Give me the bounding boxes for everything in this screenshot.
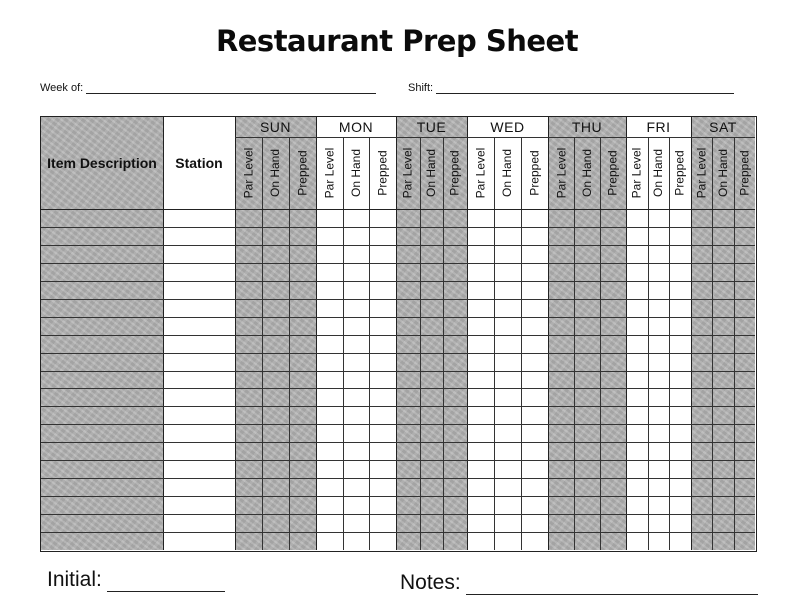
initial-label: Initial:	[47, 568, 102, 591]
table-row[interactable]	[41, 460, 755, 478]
subheader-sun-prepped	[289, 137, 316, 209]
row-divider	[41, 317, 755, 318]
prep-table	[40, 116, 757, 552]
subheader-label: Prepped	[375, 150, 390, 196]
table-row[interactable]	[41, 388, 755, 406]
shift-blank-line[interactable]	[436, 82, 734, 94]
week-of-field	[40, 82, 376, 94]
shift-label: Shift:	[408, 82, 434, 94]
week-of-label: Week of:	[40, 82, 84, 94]
subheader-sun-par-level	[235, 137, 262, 209]
subheader-label: Par Level	[473, 147, 488, 199]
subheader-fri-on-hand	[648, 137, 670, 209]
subheader-tue-par-level	[396, 137, 420, 209]
subheader-thu-prepped	[600, 137, 626, 209]
table-row[interactable]	[41, 245, 755, 263]
day-header-thu: THU	[571, 119, 603, 135]
table-row[interactable]	[41, 406, 755, 424]
subheader-label: Par Level	[629, 147, 644, 199]
subheader-sat-on-hand	[712, 137, 733, 209]
row-divider	[41, 281, 755, 282]
subheader-label: Par Level	[554, 147, 569, 199]
row-divider	[41, 353, 755, 354]
subheader-sat-prepped	[734, 137, 755, 209]
table-row[interactable]	[41, 299, 755, 317]
row-divider	[41, 245, 755, 246]
subheader-label: Prepped	[606, 150, 620, 196]
row-divider	[41, 424, 755, 425]
subheader-label: On Hand	[268, 148, 283, 198]
station-header: Station	[175, 155, 223, 171]
notes-blank-line[interactable]	[466, 576, 758, 595]
subheader-label: On Hand	[651, 148, 666, 198]
table-row[interactable]	[41, 532, 755, 550]
day-header-sat: SAT	[709, 119, 737, 135]
subheader-thu-par-level	[548, 137, 574, 209]
day-header-mon: MON	[338, 119, 374, 135]
subheader-label: Par Level	[322, 147, 337, 199]
subheader-tue-on-hand	[420, 137, 444, 209]
row-divider	[41, 478, 755, 479]
initial-field	[47, 568, 225, 592]
initial-blank-line[interactable]	[107, 573, 225, 592]
subheader-label: Par Level	[694, 147, 709, 199]
subheader-label: On Hand	[348, 148, 363, 198]
subheader-wed-on-hand	[494, 137, 521, 209]
table-row[interactable]	[41, 209, 755, 227]
subheader-mon-prepped	[369, 137, 396, 209]
row-divider	[41, 496, 755, 497]
table-row[interactable]	[41, 317, 755, 335]
item-description-header: Item Description	[47, 155, 157, 171]
row-divider	[41, 299, 755, 300]
subheader-label: Par Level	[400, 147, 415, 199]
subheader-sat-par-level	[691, 137, 712, 209]
day-header-tue: TUE	[416, 119, 447, 135]
subheader-label: On Hand	[500, 148, 515, 198]
subheader-label: Prepped	[737, 150, 752, 196]
shift-field	[408, 82, 734, 94]
table-row[interactable]	[41, 478, 755, 496]
notes-label: Notes:	[400, 571, 461, 594]
table-row[interactable]	[41, 496, 755, 514]
table-row[interactable]	[41, 263, 755, 281]
subheader-label: Prepped	[295, 150, 310, 196]
day-header-wed: WED	[490, 119, 525, 135]
row-divider	[41, 335, 755, 336]
subheader-sun-on-hand	[262, 137, 289, 209]
subheader-label: Prepped	[673, 150, 688, 196]
week-of-blank-line[interactable]	[86, 82, 376, 94]
row-divider	[41, 514, 755, 515]
table-row[interactable]	[41, 335, 755, 353]
row-divider	[41, 532, 755, 533]
subheader-label: On Hand	[424, 148, 439, 198]
row-divider	[41, 442, 755, 443]
subheader-label: Par Level	[241, 147, 256, 199]
subheader-label: Prepped	[448, 150, 463, 196]
subheader-label: Prepped	[527, 150, 542, 196]
day-header-underline	[235, 137, 755, 138]
row-divider	[41, 388, 755, 389]
subheader-tue-prepped	[443, 137, 467, 209]
row-divider	[41, 263, 755, 264]
table-row[interactable]	[41, 353, 755, 371]
subheader-fri-par-level	[626, 137, 648, 209]
page-title: Restaurant Prep Sheet	[215, 24, 579, 58]
day-header-sun: SUN	[259, 119, 292, 135]
notes-field	[400, 571, 758, 595]
subheader-thu-on-hand	[574, 137, 600, 209]
table-row[interactable]	[41, 442, 755, 460]
table-row[interactable]	[41, 514, 755, 532]
row-divider	[41, 406, 755, 407]
subheader-wed-par-level	[467, 137, 494, 209]
subheader-mon-on-hand	[343, 137, 370, 209]
subheader-label: On Hand	[716, 148, 730, 198]
table-row[interactable]	[41, 227, 755, 245]
subheader-label: On Hand	[580, 148, 594, 198]
subheader-mon-par-level	[316, 137, 343, 209]
row-divider	[41, 371, 755, 372]
table-row[interactable]	[41, 281, 755, 299]
row-divider	[41, 460, 755, 461]
table-row[interactable]	[41, 371, 755, 389]
table-row[interactable]	[41, 424, 755, 442]
subheader-wed-prepped	[521, 137, 548, 209]
subheader-fri-prepped	[669, 137, 691, 209]
day-header-fri: FRI	[646, 119, 671, 135]
row-divider	[41, 227, 755, 228]
